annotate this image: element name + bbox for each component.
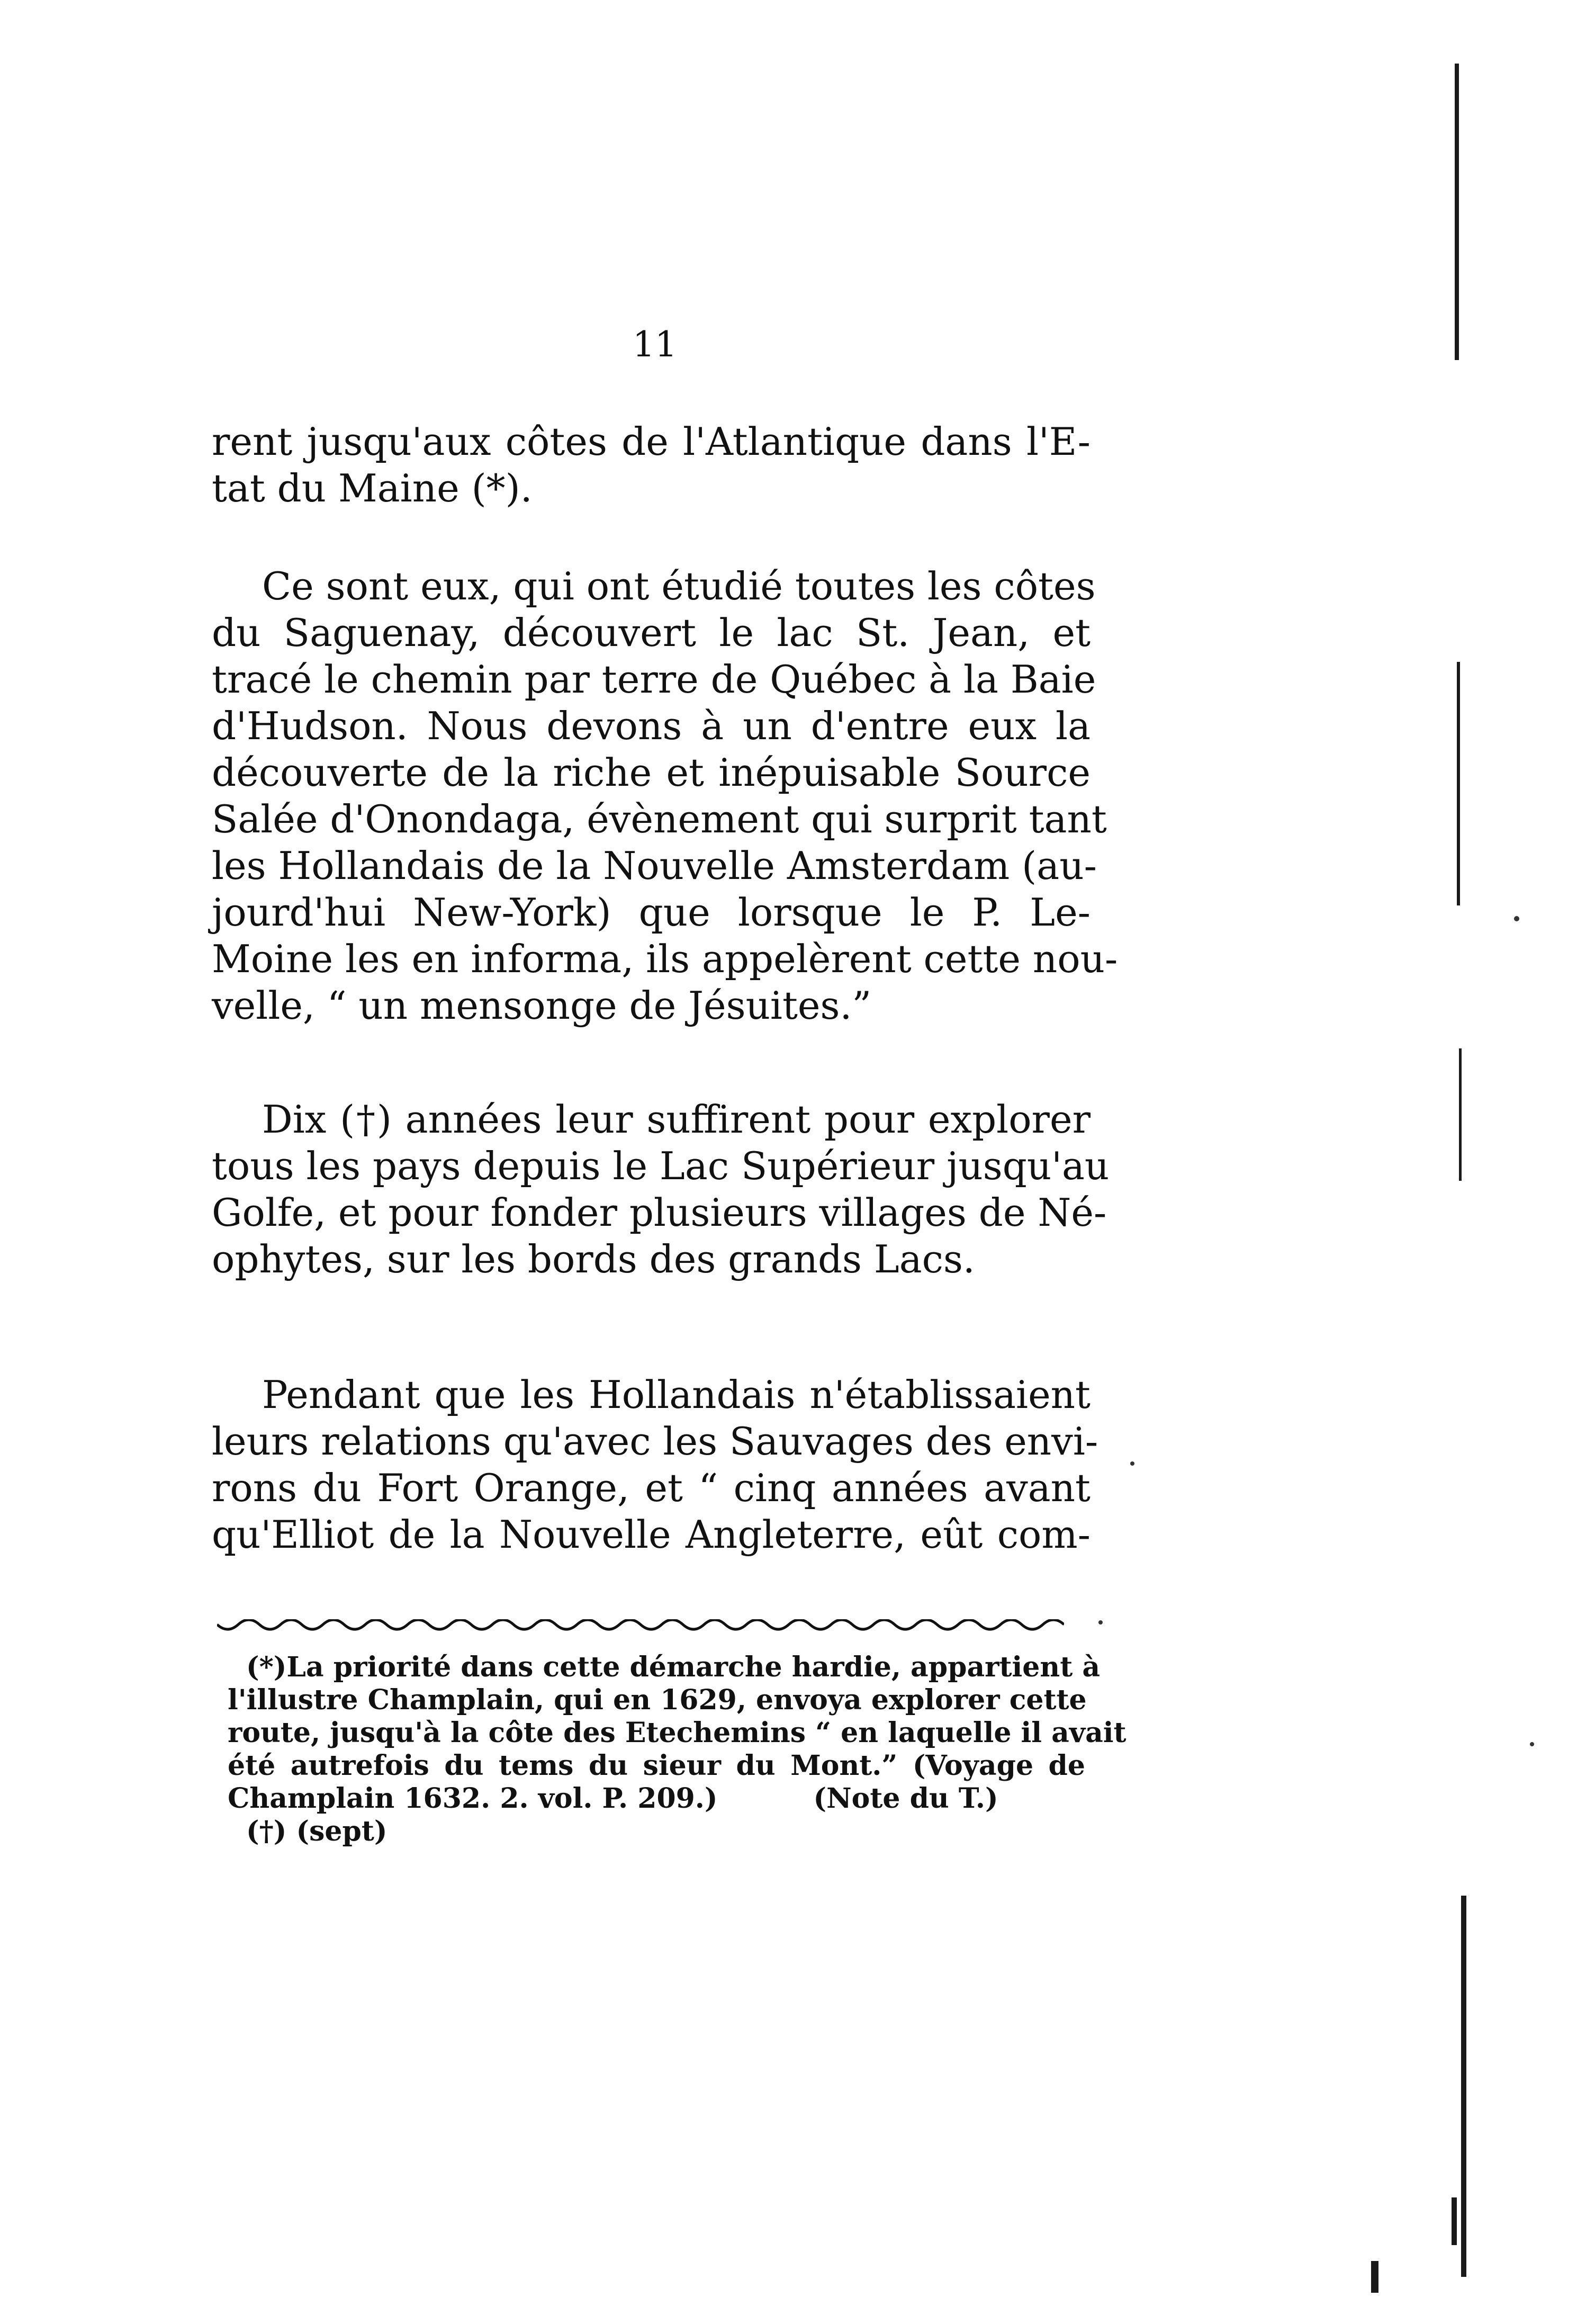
text-line: rons du Fort Orange, et “ cinq années avant [212,1466,1091,1510]
footnote-line: (†) (sept) [246,1815,388,1847]
paragraph-continuation [212,418,1091,512]
text-line: Moine les en informa, ils appelèrent cette nou- [212,937,1118,981]
scan-speck [1130,1461,1134,1466]
text-line: ophytes, sur les bords des grands Lacs. [212,1237,975,1281]
page-number: 11 [633,324,677,365]
text-line: tat du Maine (*). [212,466,533,510]
paragraph-explorers [212,563,1118,1029]
page-edge-shadow [1452,2197,1457,2245]
scan-speck [1098,1620,1103,1625]
text-line: du Saguenay, découvert le lac St. Jean, et [212,611,1091,655]
text-line: Ce sont eux, qui ont étudié toutes les côtes [262,564,1096,608]
footnote-line: route, jusqu'à la côte des Etechemins “ en laquelle il avait [228,1717,1127,1749]
footnote-line: l'illustre Champlain, qui en 1629, envoya explorer cette [228,1684,1087,1716]
text-line: tous les pays depuis le Lac Supérieur jusqu'au [212,1144,1110,1188]
page-edge-shadow [1459,1048,1462,1181]
footnote-line: (*)La priorité dans cette démarche hardie, appartient à [246,1651,1101,1683]
scan-speck [1514,916,1519,921]
text-line: découverte de la riche et inépuisable Source [212,750,1091,795]
text-line: leurs relations qu'avec les Sauvages des envi- [212,1419,1098,1464]
text-line: jourd'hui New-York) que lorsque le P. Le- [212,890,1091,935]
text-line: rent jusqu'aux côtes de l'Atlantique dans l'E- [212,419,1091,464]
footnote-separator [217,1619,1064,1635]
page-edge-shadow [1461,1896,1466,2277]
text-line: tracé le chemin par terre de Québec à la Baie [212,657,1096,702]
text-line: Salée d'Onondaga, évènement qui surprit tant [212,797,1107,841]
text-line: d'Hudson. Nous devons à un d'entre eux la [212,704,1091,748]
footnote-line: Champlain 1632. 2. vol. P. 209.) (Note du T.) [228,1782,998,1815]
text-line: Pendant que les Hollandais n'établissaient [262,1372,1091,1417]
page-edge-shadow [1455,64,1459,360]
page-edge-shadow [1457,662,1460,905]
text-line: les Hollandais de la Nouvelle Amsterdam (au- [212,844,1097,888]
scan-speck [1530,1742,1534,1746]
footnotes [228,1651,1127,1848]
paragraph-ten-years [212,1096,1110,1282]
text-line: velle, “ un mensonge de Jésuites.” [212,983,872,1028]
text-line: qu'Elliot de la Nouvelle Angleterre, eût com- [212,1512,1091,1557]
footnote-line: été autrefois du tems du sieur du Mont.” (Voyage de [228,1749,1085,1782]
text-line: Dix (†) années leur suffirent pour explorer [262,1097,1091,1142]
page-edge-shadow [1371,2261,1378,2293]
text-line: Golfe, et pour fonder plusieurs villages de Né- [212,1190,1107,1235]
paragraph-hollandais [212,1371,1098,1558]
